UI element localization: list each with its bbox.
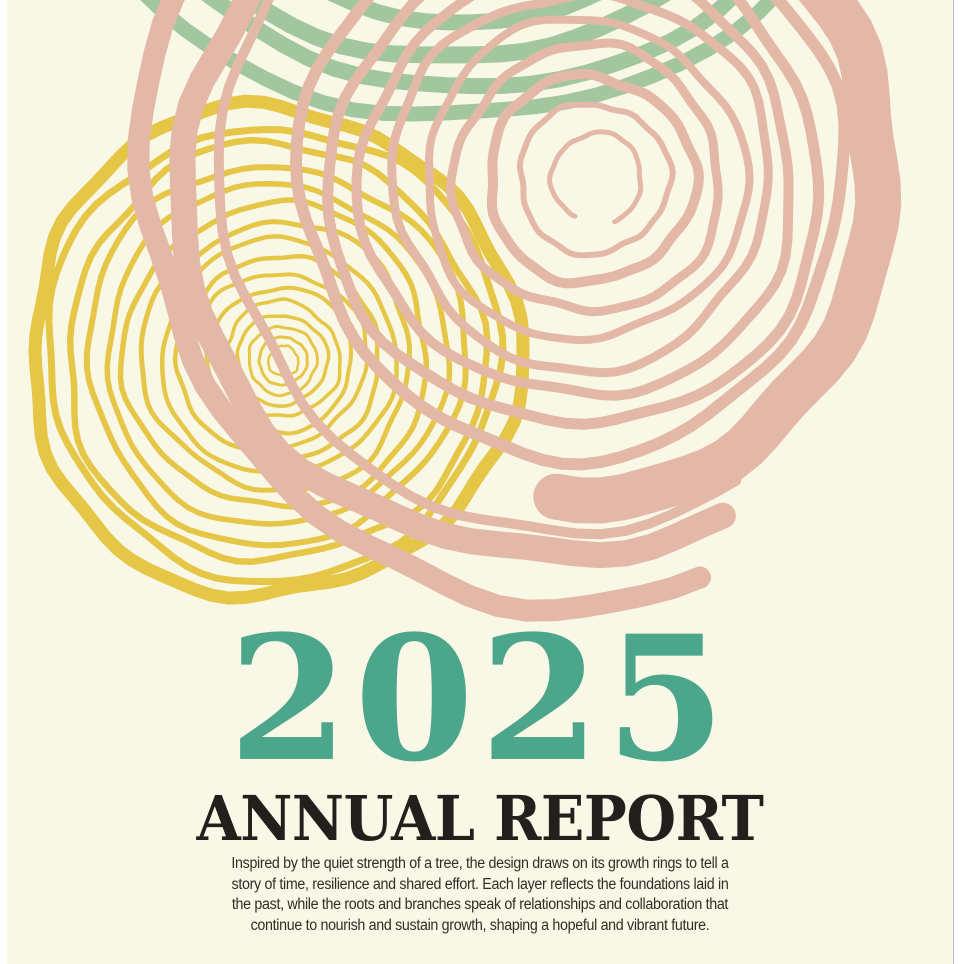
intro-line: story of time, resilience and shared effort. Each layer reflects the foundations laid in bbox=[231, 875, 729, 893]
report-year: 2025 bbox=[228, 597, 732, 800]
report-cover-page bbox=[7, 0, 953, 964]
intro-line: Inspired by the quiet strength of a tree, the design draws on its growth rings to tell a bbox=[231, 855, 729, 872]
viewer-margin-right bbox=[953, 0, 962, 964]
intro-line: the past, while the roots and branches speak of relationships and collaboration that bbox=[231, 896, 729, 913]
tree-ring-line bbox=[550, 132, 641, 222]
viewer-margin-left bbox=[0, 0, 7, 964]
tree-ring-line bbox=[520, 105, 673, 256]
report-title: ANNUAL REPORT bbox=[196, 782, 764, 855]
intro-paragraph bbox=[45, 854, 915, 936]
intro-line: continue to nourish and sustain growth, shaping a hopeful and vibrant future. bbox=[250, 916, 710, 934]
